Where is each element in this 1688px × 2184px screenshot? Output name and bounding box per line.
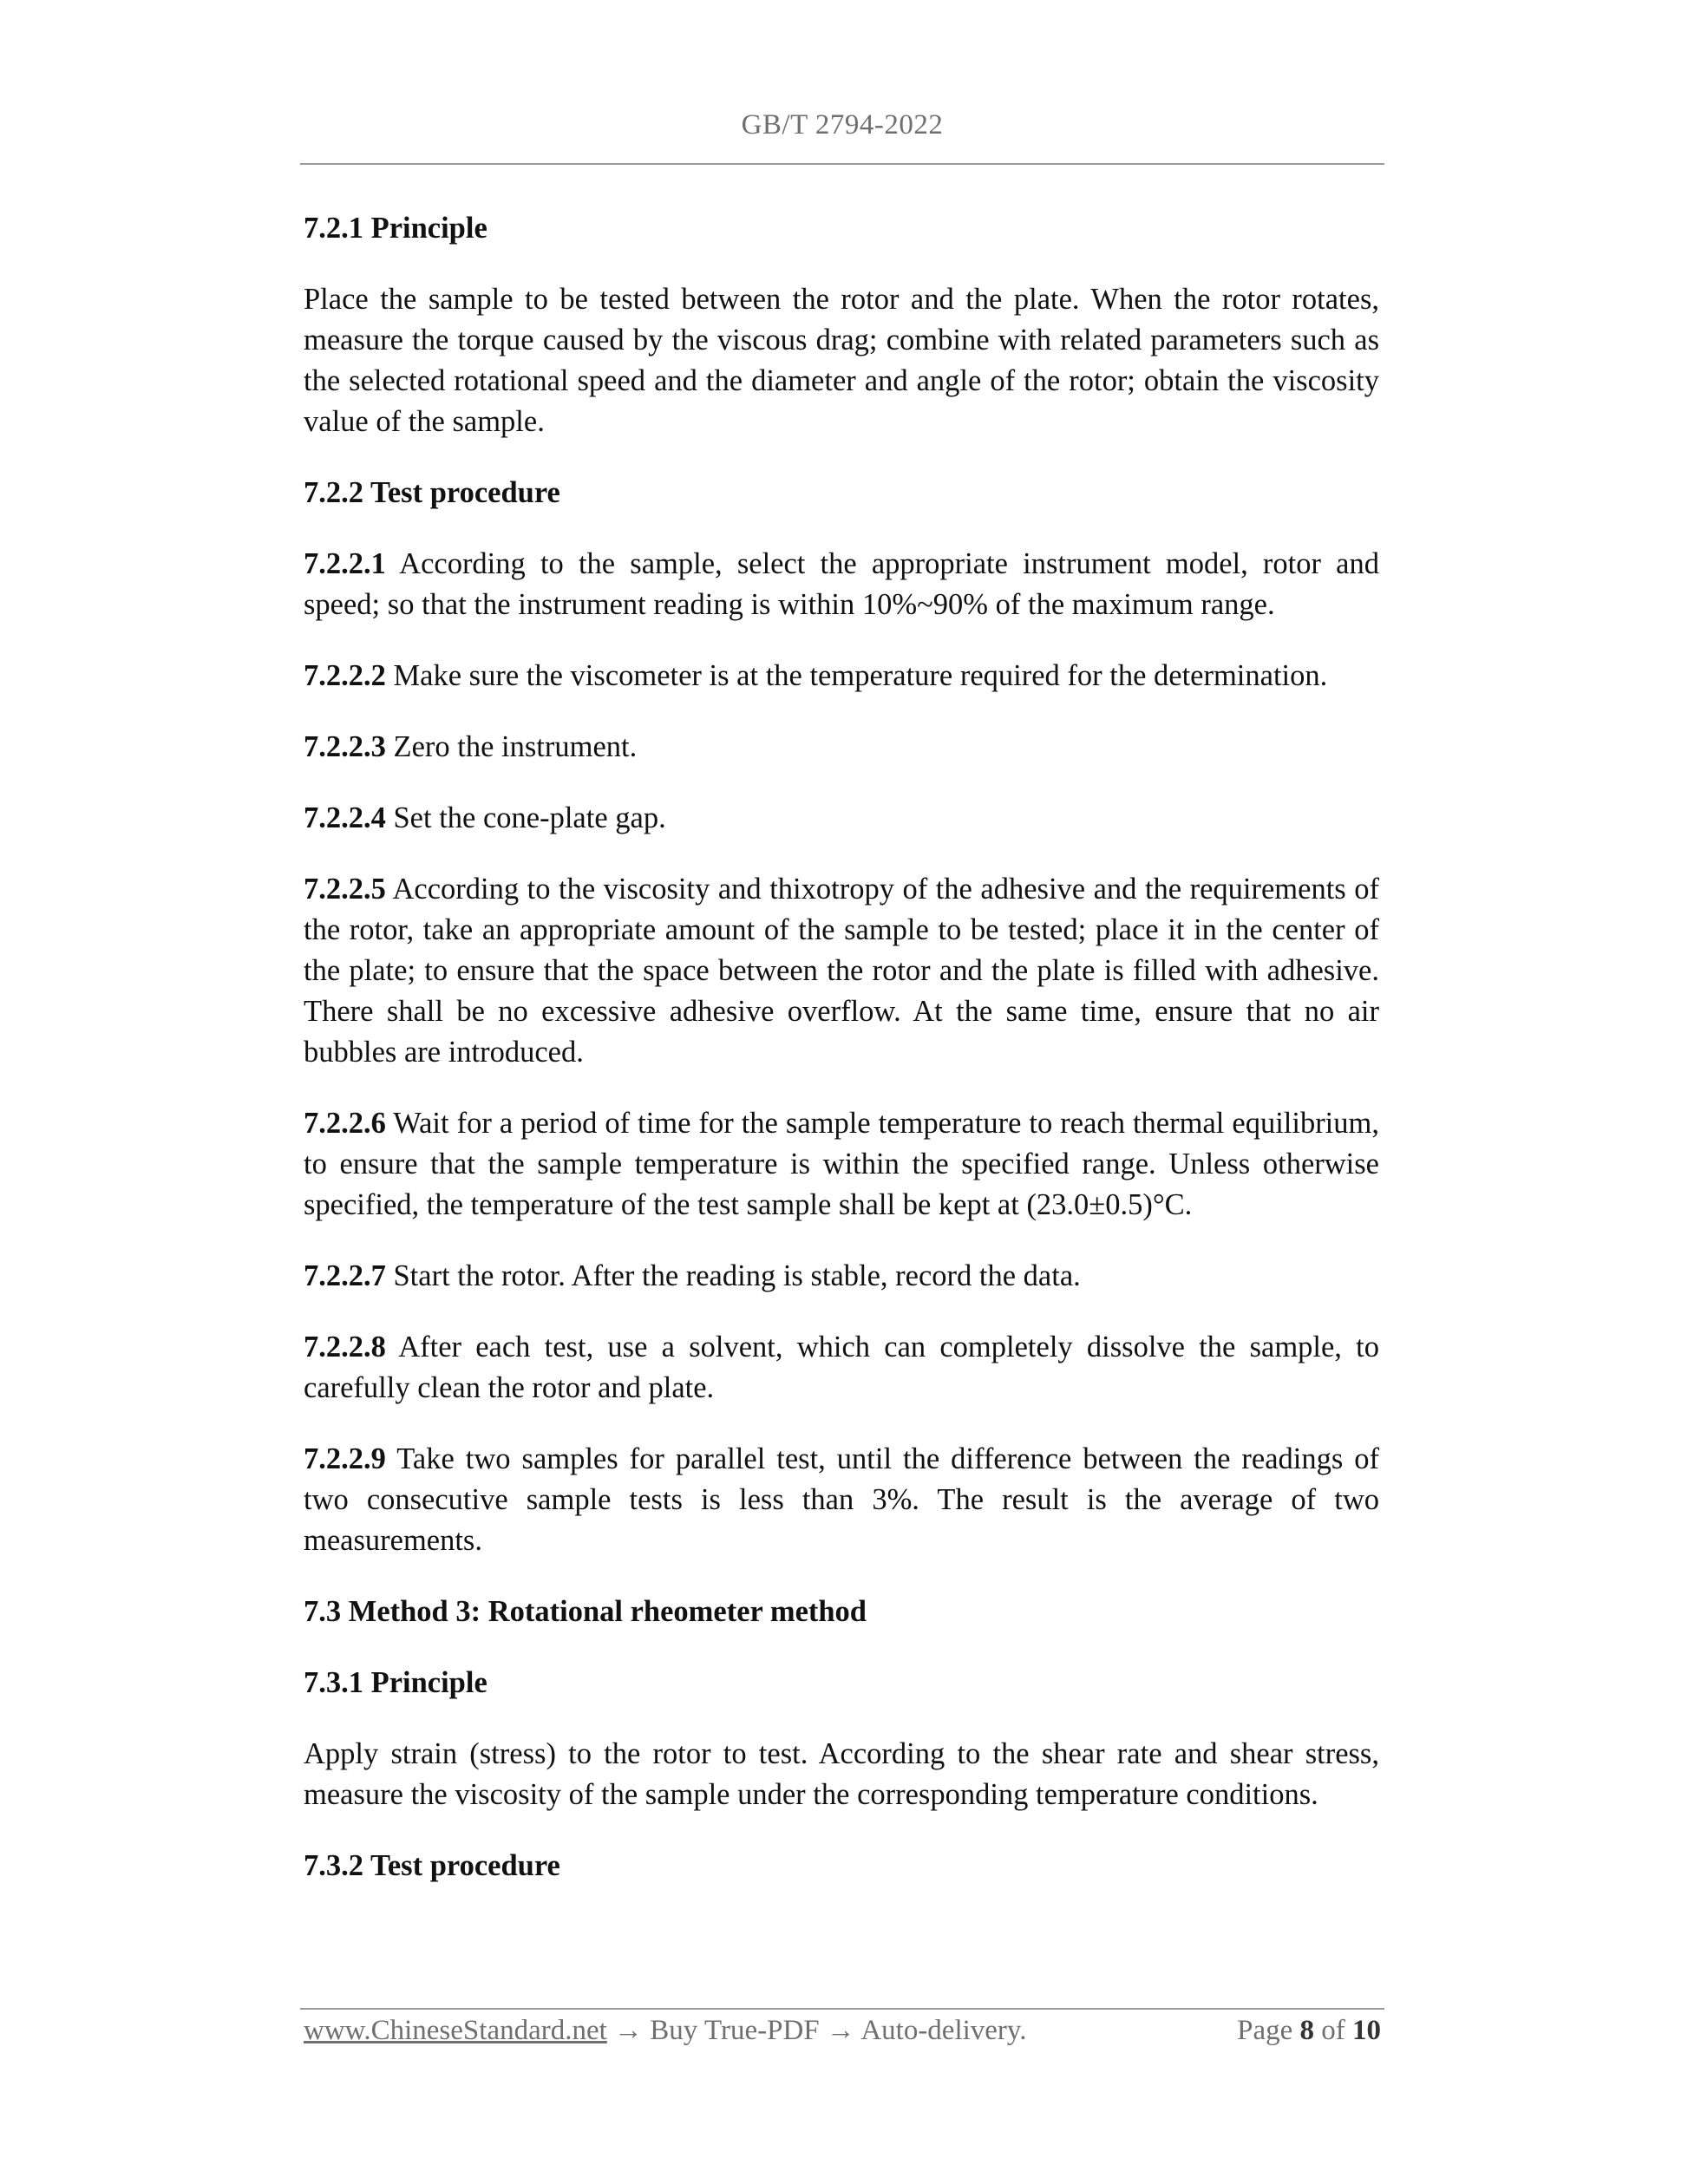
clause-number: 7.2.2.7 xyxy=(304,1259,386,1292)
footer-auto-delivery-text: Auto-delivery. xyxy=(860,2015,1027,2046)
document-body xyxy=(304,208,1379,1917)
clause-text: Zero the instrument. xyxy=(393,730,638,763)
page-current: 8 xyxy=(1299,2015,1314,2046)
section-heading-7-3-2: 7.3.2 Test procedure xyxy=(304,1849,560,1882)
clause-7-2-2-2 xyxy=(304,656,1379,696)
clause-7-2-2-8 xyxy=(304,1327,1379,1409)
clause-text: Start the rotor. After the reading is stable, record the data. xyxy=(393,1259,1081,1292)
footer-buy-text: Buy True-PDF xyxy=(650,2015,820,2046)
clause-text: Set the cone-plate gap. xyxy=(393,801,666,834)
paragraph-7-3-1: Apply strain (stress) to the rotor to test. According to the shear rate and shear stress, measure the viscosity of the sample under the corresponding temperature conditions. xyxy=(304,1737,1379,1811)
section-heading-7-2-1: 7.2.1 Principle xyxy=(304,212,487,245)
clause-7-2-2-7 xyxy=(304,1256,1379,1297)
clause-text: After each test, use a solvent, which can completely dissolve the sample, to carefully clean the rotor and plate. xyxy=(304,1331,1379,1404)
page-total: 10 xyxy=(1352,2015,1381,2046)
clause-7-2-2-1 xyxy=(304,544,1379,625)
footer-website-link[interactable]: www.ChineseStandard.net xyxy=(304,2015,607,2046)
right-arrow-icon: → xyxy=(614,2015,644,2046)
clause-number: 7.2.2.9 xyxy=(304,1442,386,1475)
page-footer xyxy=(304,2011,1381,2050)
clause-7-2-2-5 xyxy=(304,869,1379,1073)
section-heading-7-3-1: 7.3.1 Principle xyxy=(304,1666,487,1699)
clause-7-2-2-4 xyxy=(304,798,1379,839)
of-label: of xyxy=(1321,2015,1345,2046)
page-label: Page xyxy=(1237,2015,1293,2046)
right-arrow-icon: → xyxy=(826,2015,855,2046)
page-header-title: GB/T 2794-2022 xyxy=(741,109,944,141)
page-number xyxy=(1237,2011,1381,2050)
clause-text: Wait for a period of time for the sample temperature to reach thermal equilibrium, to ensure that the sample temperature is within the specified range. Unless otherwise specified, the temperature of the test sample shall be kept at (23.0±0.5)°C. xyxy=(304,1107,1379,1221)
clause-text: Make sure the viscometer is at the temperature required for the determination. xyxy=(393,659,1328,692)
clause-7-2-2-9 xyxy=(304,1439,1379,1561)
clause-number: 7.2.2.2 xyxy=(304,659,386,692)
clause-number: 7.2.2.8 xyxy=(304,1331,386,1363)
footer-left xyxy=(304,2011,1027,2050)
section-heading-7-3: 7.3 Method 3: Rotational rheometer method xyxy=(304,1595,867,1628)
footer-divider xyxy=(300,2008,1384,2010)
clause-number: 7.2.2.6 xyxy=(304,1107,386,1140)
clause-text: Take two samples for parallel test, until the difference between the readings of two consecutive sample tests is less than 3%. The result is the average of two measurements. xyxy=(304,1442,1379,1557)
clause-number: 7.2.2.4 xyxy=(304,801,386,834)
clause-number: 7.2.2.1 xyxy=(304,547,386,580)
section-heading-7-2-2: 7.2.2 Test procedure xyxy=(304,476,560,509)
clause-text: According to the viscosity and thixotropy of the adhesive and the requirements of the rotor, take an appropriate amount of the sample to be tested; place it in the center of the plate; to ensure that the space between the rotor and the plate is filled with adhesive. There shall be no excessive adhesive overflow. At the same time, ensure that no air bubbles are introduced. xyxy=(304,873,1379,1069)
clause-number: 7.2.2.3 xyxy=(304,730,386,763)
clause-7-2-2-3 xyxy=(304,727,1379,768)
paragraph-7-2-1: Place the sample to be tested between the rotor and the plate. When the rotor rotates, measure the torque caused by the viscous drag; combine with related parameters such as the selected rotational speed and the diameter and angle of the rotor; obtain the viscosity value of the sample. xyxy=(304,283,1379,438)
clause-number: 7.2.2.5 xyxy=(304,873,386,906)
clause-7-2-2-6 xyxy=(304,1103,1379,1226)
clause-text: According to the sample, select the appropriate instrument model, rotor and speed; so that the instrument reading is within 10%~90% of the maximum range. xyxy=(304,547,1379,621)
header-divider xyxy=(300,163,1384,165)
